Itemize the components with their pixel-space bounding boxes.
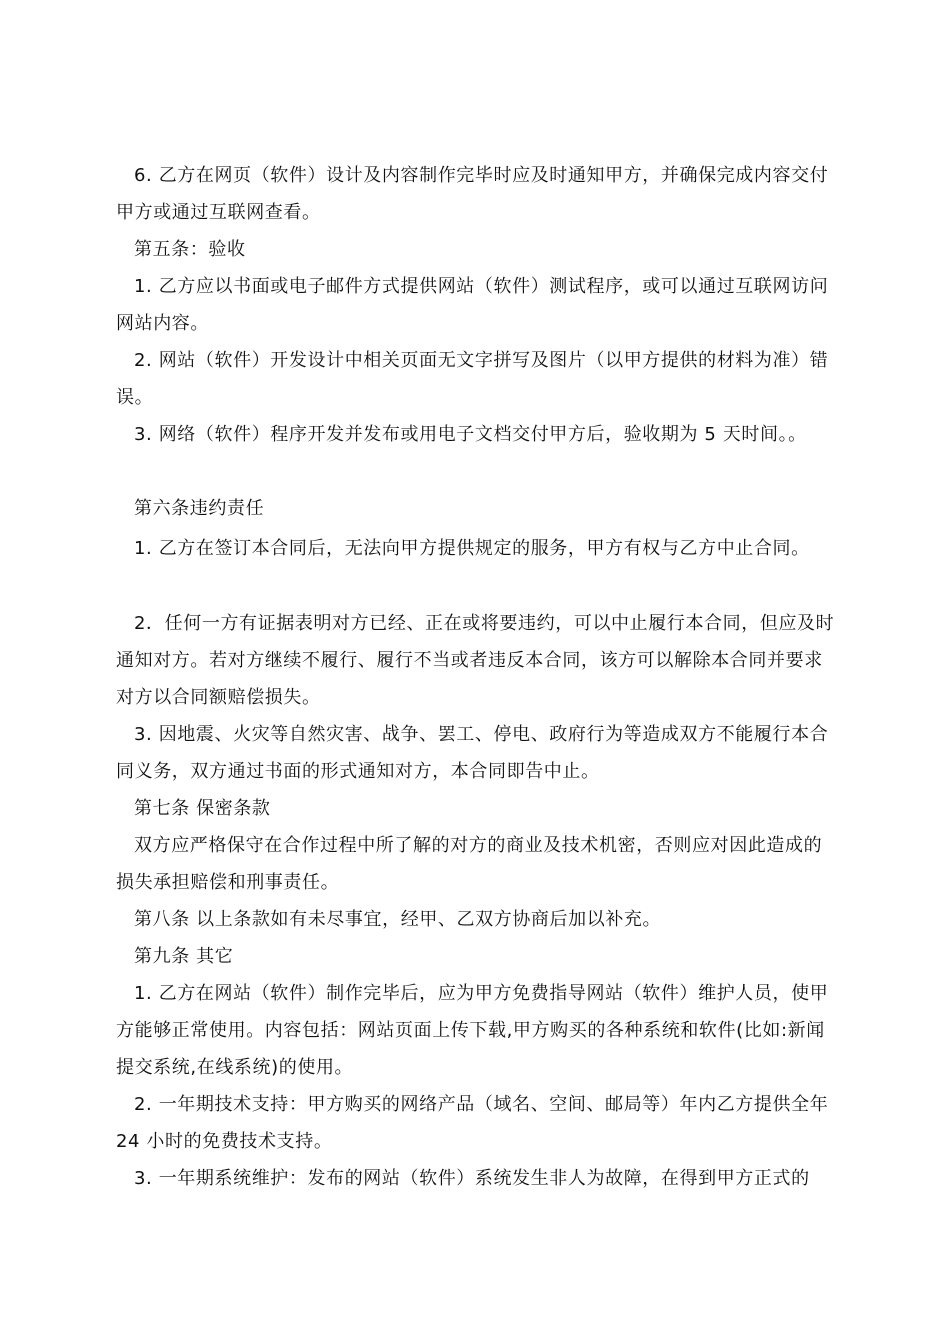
clause-9-item-2: 2. 一年期技术支持：甲方购买的网络产品（域名、空间、邮局等）年内乙方提供全年 24 小时的免费技术支持。 xyxy=(116,1094,829,1152)
clause-5-item-1: 1. 乙方应以书面或电子邮件方式提供网站（软件）测试程序，或可以通过互联网访问网站内容。 xyxy=(116,276,829,334)
clause-6-item-2: 2．任何一方有证据表明对方已经、正在或将要违约，可以中止履行本合同，但应及时通知对方。若对方继续不履行、履行不当或者违反本合同，该方可以解除本合同并要求对方以合同额赔偿损失。 xyxy=(116,613,835,708)
clause-4-item-6: 6. 乙方在网页（软件）设计及内容制作完毕时应及时通知甲方，并确保完成内容交付甲方或通过互联网查看。 xyxy=(116,165,829,223)
clause-6-item-3: 3. 因地震、火灾等自然灾害、战争、罢工、停电、政府行为等造成双方不能履行本合同义务，双方通过书面的形式通知对方，本合同即告中止。 xyxy=(116,724,829,782)
clause-6-item-1: 1. 乙方在签订本合同后，无法向甲方提供规定的服务，甲方有权与乙方中止合同。 xyxy=(134,538,810,559)
article-9-heading: 第九条 其它 xyxy=(134,946,234,967)
article-7-heading: 第七条 保密条款 xyxy=(134,798,271,819)
article-8-text: 第八条 以上条款如有未尽事宜，经甲、乙双方协商后加以补充。 xyxy=(134,909,662,930)
article-5-heading: 第五条：验收 xyxy=(134,239,246,260)
clause-5-item-2: 2. 网站（软件）开发设计中相关页面无文字拼写及图片（以甲方提供的材料为准）错误。 xyxy=(116,350,829,408)
clause-9-item-3: 3. 一年期系统维护：发布的网站（软件）系统发生非人为故障，在得到甲方正式的 xyxy=(134,1168,810,1189)
clause-9-item-1: 1. 乙方在网站（软件）制作完毕后，应为甲方免费指导网站（软件）维护人员，使甲方能够正常使用。内容包括：网站页面上传下载,甲方购买的各种系统和软件(比如:新闻提交系统,在线系统)的使用。 xyxy=(116,983,829,1078)
article-6-heading: 第六条违约责任 xyxy=(134,498,265,519)
clause-7-body: 双方应严格保守在合作过程中所了解的对方的商业及技术机密，否则应对因此造成的损失承担赔偿和刑事责任。 xyxy=(116,835,823,893)
clause-5-item-3: 3. 网络（软件）程序开发并发布或用电子文档交付甲方后，验收期为 5 天时间。。 xyxy=(134,424,807,445)
